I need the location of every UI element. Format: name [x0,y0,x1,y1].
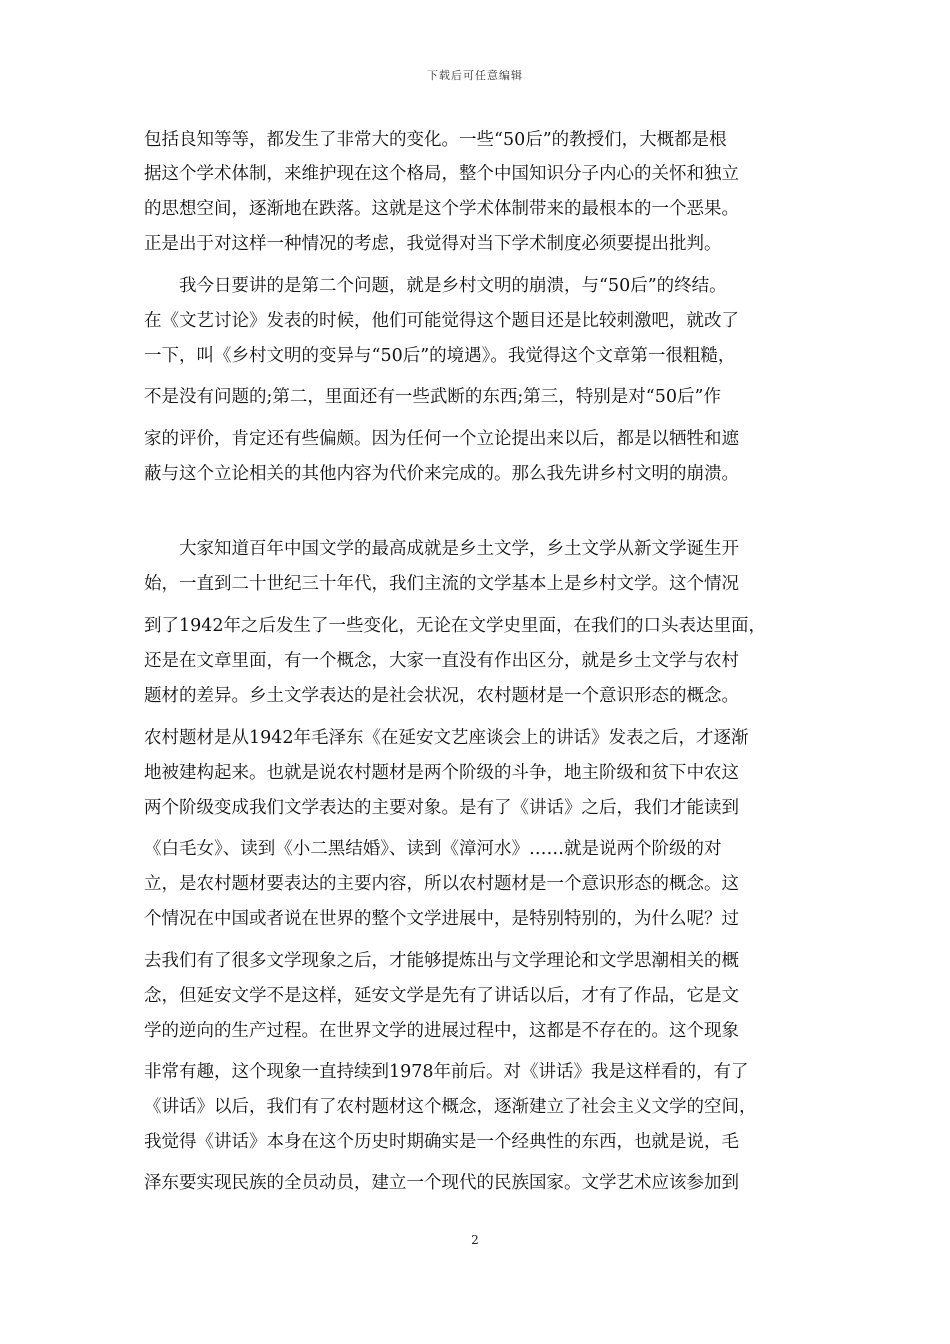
text-line: 题材的差异。乡土文学表达的是社会状况，农村题材是一个意识形态的概念。 [144,686,739,706]
text-line: 的思想空间，逐渐地在跌落。这就是这个学术体制带来的最根本的一个恶果。 [144,199,739,219]
text-line: 我觉得《讲话》本身在这个历史时期确实是一个经典性的东西，也就是说，毛 [144,1132,739,1152]
text-line: 还是在文章里面，有一个概念，大家一直没有作出区分，就是乡土文学与农村 [144,651,739,671]
text-line: 地被建构起来。也就是说农村题材是两个阶级的斗争，地主阶级和贫下中农这 [144,763,739,783]
text-line: 始，一直到二十世纪三十年代，我们主流的文学基本上是乡村文学。这个情况 [144,574,739,594]
text-line: 家的评价，肯定还有些偏颇。因为任何一个立论提出来以后，都是以牺牲和遮 [144,429,739,449]
text-line: 农村题材是从1942年毛泽东《在延安文艺座谈会上的讲话》发表之后，才逐渐 [144,728,749,748]
text-line: 非常有趣，这个现象一直持续到1978年前后。对《讲话》我是这样看的，有了 [144,1062,749,1082]
text-line: 正是出于对这样一种情况的考虑，我觉得对当下学术制度必须要提出批判。 [144,234,722,254]
text-line: 据这个学术体制，来维护现在这个格局，整个中国知识分子内心的关怀和独立 [144,164,739,184]
text-line: 立，是农村题材要表达的主要内容，所以农村题材是一个意识形态的概念。这 [144,874,739,894]
text-line: 我今日要讲的是第二个问题，就是乡村文明的崩溃，与“50后”的终结。 [144,276,727,296]
text-line: 大家知道百年中国文学的最高成就是乡土文学，乡土文学从新文学诞生开 [144,539,739,559]
text-line: 个情况在中国或者说在世界的整个文学进展中，是特别特别的，为什么呢？过 [144,909,739,929]
text-line: 泽东要实现民族的全员动员，建立一个现代的民族国家。文学艺术应该参加到 [144,1173,739,1193]
text-line: 不是没有问题的;第二，里面还有一些武断的东西;第三，特别是对“50后”作 [144,387,721,407]
text-line: 两个阶级变成我们文学表达的主要对象。是有了《讲话》之后，我们才能读到 [144,798,739,818]
text-line: 去我们有了很多文学现象之后，才能够提炼出与文学理论和文学思潮相关的概 [144,951,739,971]
page-header: 下载后可任意编辑 [427,69,523,82]
text-line: 学的逆向的生产过程。在世界文学的进展过程中，这都是不存在的。这个现象 [144,1021,739,1041]
text-line: 蔽与这个立论相关的其他内容为代价来完成的。那么我先讲乡村文明的崩溃。 [144,464,739,484]
text-line: 在《文艺讨论》发表的时候，他们可能觉得这个题目还是比较刺激吧，就改了 [144,311,739,331]
text-line: 《讲话》以后，我们有了农村题材这个概念，逐渐建立了社会主义文学的空间， [144,1097,757,1117]
text-line: 一下，叫《乡村文明的变异与“50后”的境遇》。我觉得这个文章第一很粗糙， [144,346,736,366]
text-line: 到了1942年之后发生了一些变化，无论在文学史里面，在我们的口头表达里面， [144,616,767,636]
page-number: 2 [471,1233,479,1247]
text-line: 念，但延安文学不是这样，延安文学是先有了讲话以后，才有了作品，它是文 [144,986,739,1006]
text-line: 包括良知等等，都发生了非常大的变化。一些“50后”的教授们，大概都是根 [144,130,727,150]
text-line: 《白毛女》、读到《小二黑结婚》、读到《漳河水》……就是说两个阶级的对 [144,839,722,859]
